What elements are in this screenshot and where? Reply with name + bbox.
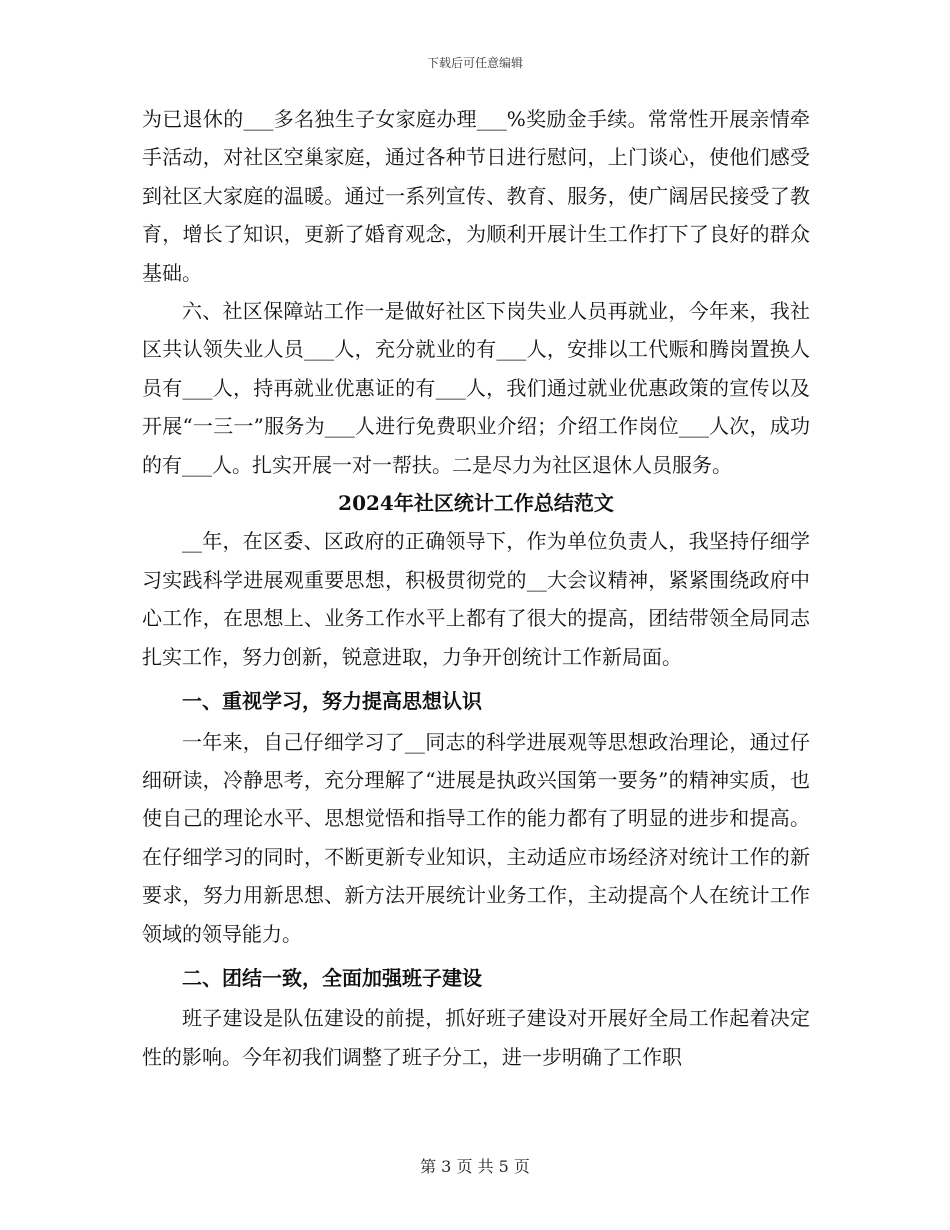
paragraph-continued: 为已退休的___多名独生子女家庭办理___%奖励金手续。常常性开展亲情牵手活动，对社区空巢家庭，通过各种节日进行慰问，上门谈心，使他们感受到社区大家庭的温暖。通过一系列宣传、教育、服务，使广阔居民接受了教育，增长了知识，更新了婚育观念，为顺利开展计生工作打下了良好的群众基础。 xyxy=(142,107,810,285)
header-note: 下载后可任意编辑 xyxy=(426,56,523,70)
paragraph-section-2: 班子建设是队伍建设的前提，抓好班子建设对开展好全局工作起着决定性的影响。今年初我们调整了班子分工，进一步明确了工作职 xyxy=(142,1006,810,1069)
document-title: 2024年社区统计工作总结范文 xyxy=(338,491,614,516)
paragraph-section-1: 一年来，自己仔细学习了__同志的科学进展观等思想政治理论，通过仔细研读，冷静思考，充分理解了“进展是执政兴国第一要务”的精神实质，也使自己的理论水平、思想觉悟和指导工作的能力都有了明显的进步和提高。在仔细学习的同时，不断更新专业知识，主动适应市场经济对统计工作的新要求，努力用新思想、新方法开展统计业务工作，主动提高个人在统计工作领域的领导能力。 xyxy=(142,729,810,946)
page-number: 第 3 页 共 5 页 xyxy=(420,1157,530,1176)
paragraph-section-six: 六、社区保障站工作一是做好社区下岗失业人员再就业，今年来，我社区共认领失业人员___人，充分就业的有___人，安排以工代赈和腾岗置换人员有___人，持再就业优惠证的有___人，我们通过就业优惠政策的宣传以及开展“一三一”服务为___人进行免费职业介绍；介绍工作岗位___人次，成功的有___人。扎实开展一对一帮扶。二是尽力为社区退休人员服务。 xyxy=(142,299,810,477)
paragraph-intro: __年，在区委、区政府的正确领导下，作为单位负责人，我坚持仔细学习实践科学进展观重要思想，积极贯彻党的__大会议精神，紧紧围绕政府中心工作，在思想上、业务工作水平上都有了很大的提高，团结带领全局同志扎实工作，努力创新，锐意进取，力争开创统计工作新局面。 xyxy=(142,529,810,669)
section-heading-1: 一、重视学习，努力提高思想认识 xyxy=(182,689,482,714)
document-body xyxy=(142,100,810,1076)
section-heading-2: 二、团结一致，全面加强班子建设 xyxy=(182,965,482,990)
